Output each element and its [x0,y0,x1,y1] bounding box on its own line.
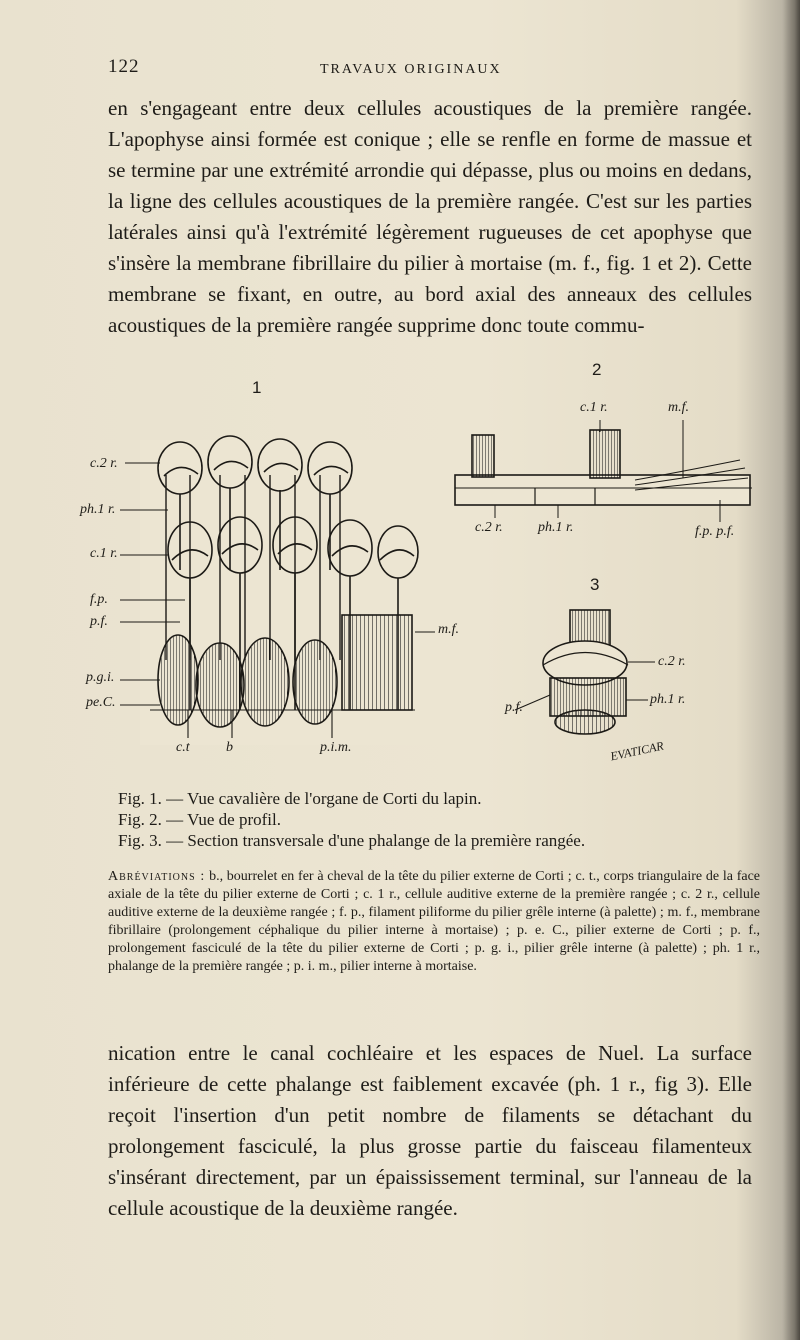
figure-1-drawing [120,436,470,745]
paragraph-bottom: nication entre le canal cochléaire et les espaces de Nuel. La surface inférieure de cette phalange est faiblement excavée (ph. 1 r., fig 3). Elle reçoit l'insertion d'un petit nombre de filaments se détachant du prolongement fasciculé, la plus grosse partie du faisceau filamenteux s'insérant directement, par un épaississement terminal, sur l'anneau de la cellule acoustique de la deuxième rangée. [108,1041,752,1220]
figures-illustration [80,360,780,780]
fig1-label-b: b [226,740,233,755]
fig2-label-c1r: c.1 r. [580,400,608,415]
fig1-label-pim: p.i.m. [320,740,352,755]
fig1-label-c1r: c.1 r. [90,546,118,561]
fig1-label-peC: pe.C. [86,695,116,710]
fig1-number: 1 [252,378,262,397]
abbreviations-text: b., bourrelet en fer à cheval de la tête du pilier externe de Corti ; c. t., corps triangulaire de la face axiale de la tête du pilier externe de Corti ; c. 1 r., cellule auditive externe de la première rangée ; c. 2 r., cellule auditive externe de la deuxième rangée ; f. p., filament piliforme du pilier grêle interne (à palette) ; m. f., membrane fibrillaire (prolongement céphalique du pilier interne à mortaise) ; p. e. C., pilier externe de Corti ; p. f., prolongement fasciculé de la tête du pilier externe de Corti ; p. g. i., pilier grêle interne (à palette) ; ph. 1 r., phalange de la première rangée ; p. i. m., pilier interne à mortaise. [108,869,761,974]
caption-fig2: Fig. 2. — Vue de profil. [118,810,281,829]
figure-captions [118,788,758,851]
fig1-label-pf: p.f. [90,614,108,629]
page-number: 122 [108,56,140,77]
fig3-label-c2r: c.2 r. [658,654,686,669]
fig2-label-fppf: f.p. p.f. [695,524,735,539]
fig3-number: 3 [590,575,600,594]
figure-2-drawing [455,420,752,522]
caption-fig3: Fig. 3. — Section transversale d'une phalange de la première rangée. [118,831,586,850]
fig1-label-mf: m.f. [438,622,459,637]
paragraph-top: en s'engageant entre deux cellules acoustiques de la première rangée. L'apophyse ainsi formée est conique ; elle se renfle en forme de massue et se termine par une extrémité arrondie qui dépasse, plus ou moins en dedans, la ligne des cellules acoustiques de la première rangée. C'est sur les parties latérales ainsi qu'à l'extrémité légèrement rugueuses de cet apophyse que s'insère la membrane fibrillaire du pilier à mortaise (m. f., fig. 1 et 2). Cette membrane se fixant, en outre, au bord axial des anneaux des cellules acoustiques de la première rangée supprime donc toute commu- [108,96,752,337]
fig1-label-ph1r: ph.1 r. [80,502,116,517]
fig1-label-pgi: p.g.i. [86,670,115,685]
engraver-signature: EVATICAR [609,738,665,764]
fig3-label-ph1r: ph.1 r. [650,692,686,707]
page-edge-shadow [782,0,800,1340]
fig1-label-fp: f.p. [90,592,108,607]
abbreviations-block [108,868,760,976]
running-title: TRAVAUX ORIGINAUX [320,62,502,77]
figure-3-drawing [515,610,655,734]
fig1-label-ct: c.t [176,740,190,755]
fig2-label-mf: m.f. [668,400,689,415]
fig1-label-c2r: c.2 r. [90,456,118,471]
fig2-label-c2r: c.2 r. [475,520,503,535]
abbreviations-heading: Abréviations : [108,869,206,884]
figures-panel [80,360,780,780]
fig2-number: 2 [592,360,602,379]
fig3-label-pf: p.f. [505,700,523,715]
fig2-label-ph1r: ph.1 r. [538,520,574,535]
caption-fig1: Fig. 1. — Vue cavalière de l'organe de Corti du lapin. [118,789,482,808]
